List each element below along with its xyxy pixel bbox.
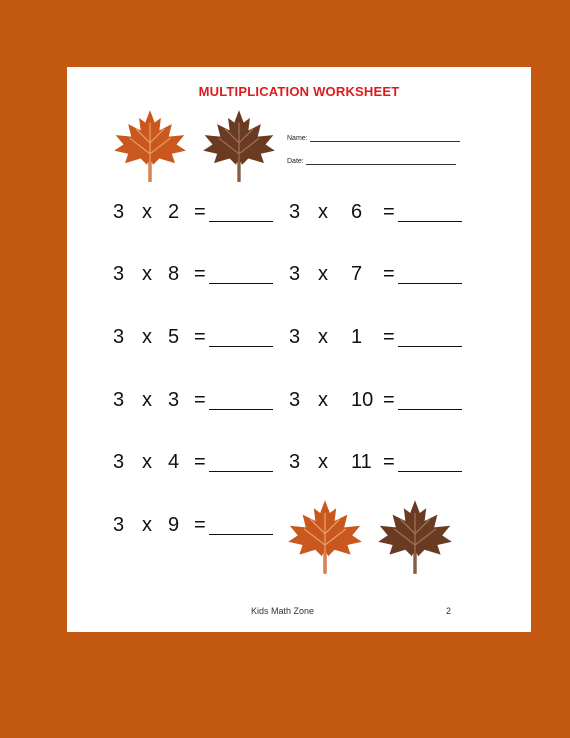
factor-a: 3: [289, 201, 301, 223]
page-number: 2: [446, 606, 452, 616]
equals-sign: =: [194, 451, 206, 473]
factor-b: 8: [168, 263, 180, 285]
equals-sign: =: [194, 263, 206, 285]
problem-row: [289, 199, 479, 225]
factor-b: 3: [168, 389, 180, 411]
name-field[interactable]: [287, 133, 460, 142]
answer-blank[interactable]: [209, 409, 273, 410]
date-label: Date:: [287, 158, 304, 165]
problem-row: [113, 199, 303, 225]
problem-row: [113, 512, 303, 538]
problem-row: [289, 387, 479, 413]
times-sign: x: [142, 263, 152, 285]
date-field[interactable]: [287, 156, 456, 165]
equals-sign: =: [194, 326, 206, 348]
times-sign: x: [142, 389, 152, 411]
factor-b: 6: [351, 201, 363, 223]
times-sign: x: [142, 326, 152, 348]
times-sign: x: [318, 389, 328, 411]
answer-blank[interactable]: [209, 283, 273, 284]
answer-blank[interactable]: [398, 409, 462, 410]
equals-sign: =: [194, 514, 206, 536]
factor-b: 4: [168, 451, 180, 473]
name-label: Name:: [287, 135, 308, 142]
answer-blank[interactable]: [398, 471, 462, 472]
maple-leaf-orange-icon: [111, 107, 189, 185]
maple-leaf-brown-icon: [375, 497, 455, 577]
factor-a: 3: [113, 451, 125, 473]
equals-sign: =: [383, 201, 395, 223]
problem-row: [113, 449, 303, 475]
equals-sign: =: [383, 389, 395, 411]
factor-b: 1: [351, 326, 363, 348]
factor-a: 3: [289, 326, 301, 348]
problem-row: [113, 324, 303, 350]
answer-blank[interactable]: [209, 471, 273, 472]
times-sign: x: [318, 201, 328, 223]
name-line[interactable]: [310, 133, 460, 142]
problem-row: [289, 324, 479, 350]
times-sign: x: [142, 451, 152, 473]
footer-site-name: Kids Math Zone: [251, 606, 315, 616]
worksheet-title: MULTIPLICATION WORKSHEET: [198, 84, 400, 99]
factor-a: 3: [113, 201, 125, 223]
problem-row: [289, 261, 479, 287]
times-sign: x: [142, 514, 152, 536]
factor-a: 3: [289, 389, 301, 411]
factor-a: 3: [113, 263, 125, 285]
equals-sign: =: [383, 326, 395, 348]
equals-sign: =: [194, 201, 206, 223]
answer-blank[interactable]: [398, 346, 462, 347]
problem-row: [289, 449, 479, 475]
times-sign: x: [318, 326, 328, 348]
equals-sign: =: [194, 389, 206, 411]
factor-a: 3: [289, 451, 301, 473]
times-sign: x: [318, 263, 328, 285]
factor-b: 2: [168, 201, 180, 223]
equals-sign: =: [383, 451, 395, 473]
factor-b: 11: [351, 451, 372, 473]
factor-a: 3: [289, 263, 301, 285]
factor-a: 3: [113, 389, 125, 411]
factor-a: 3: [113, 326, 125, 348]
times-sign: x: [142, 201, 152, 223]
maple-leaf-brown-icon: [200, 107, 278, 185]
factor-b: 9: [168, 514, 180, 536]
equals-sign: =: [383, 263, 395, 285]
answer-blank[interactable]: [398, 283, 462, 284]
maple-leaf-orange-icon: [285, 497, 365, 577]
factor-b: 10: [351, 389, 374, 411]
worksheet-page: [67, 67, 531, 632]
date-line[interactable]: [306, 156, 456, 165]
problem-row: [113, 261, 303, 287]
factor-b: 5: [168, 326, 180, 348]
answer-blank[interactable]: [209, 221, 273, 222]
answer-blank[interactable]: [398, 221, 462, 222]
factor-b: 7: [351, 263, 363, 285]
answer-blank[interactable]: [209, 534, 273, 535]
answer-blank[interactable]: [209, 346, 273, 347]
factor-a: 3: [113, 514, 125, 536]
problem-row: [113, 387, 303, 413]
times-sign: x: [318, 451, 328, 473]
